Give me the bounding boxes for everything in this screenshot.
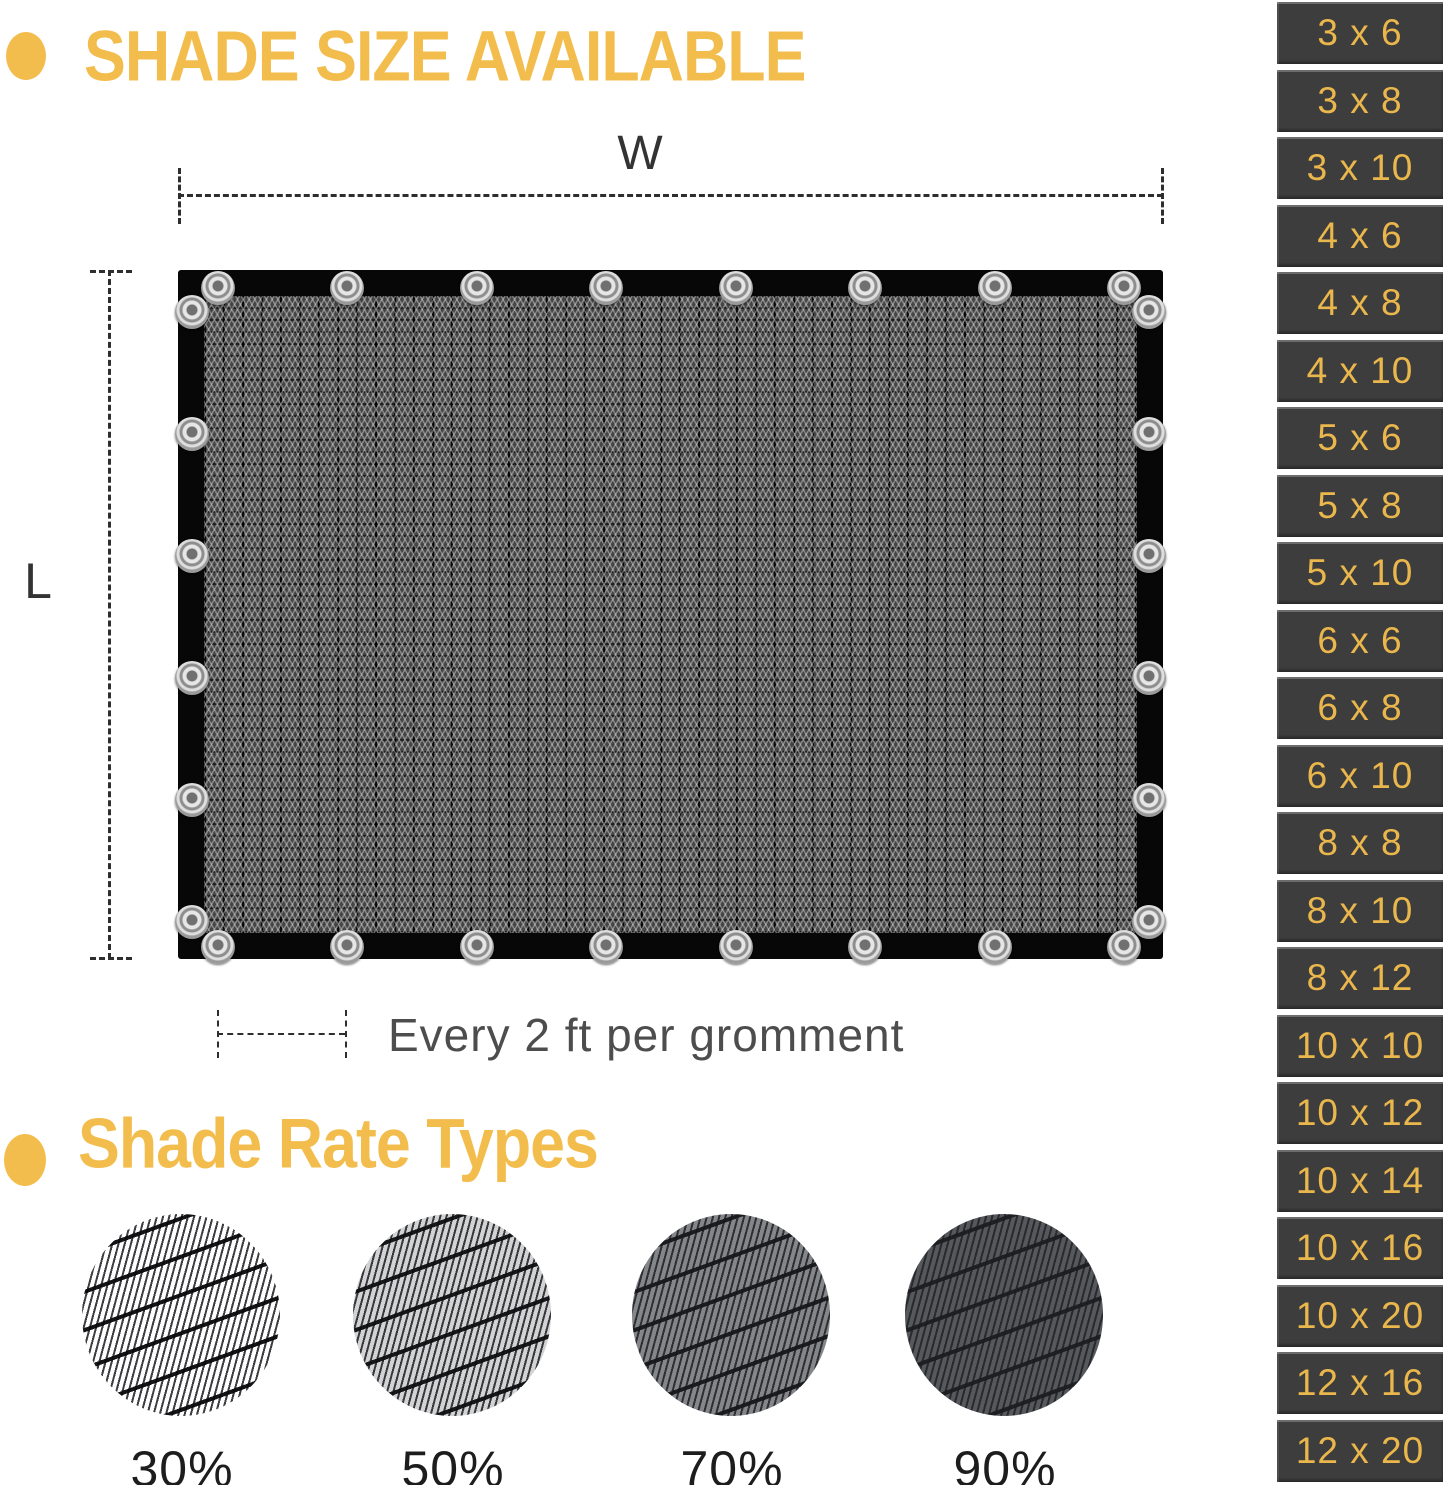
size-option bbox=[1277, 475, 1443, 537]
size-option bbox=[1277, 610, 1443, 672]
length-dimension-label: L bbox=[24, 553, 52, 609]
size-option bbox=[1277, 1420, 1443, 1482]
length-dimension-tick-top bbox=[90, 270, 132, 273]
size-option-label: 8 x 12 bbox=[1306, 957, 1414, 998]
grommet-icon bbox=[175, 539, 209, 573]
size-option bbox=[1277, 205, 1443, 267]
grommet-icon bbox=[330, 930, 364, 964]
size-option-label: 5 x 10 bbox=[1306, 552, 1414, 593]
size-option-label: 5 x 8 bbox=[1317, 484, 1403, 526]
grommet-icon bbox=[460, 271, 494, 305]
mesh-swatch-circle-icon bbox=[353, 1214, 551, 1416]
grommet-icon bbox=[1132, 905, 1166, 939]
size-option-label: 10 x 12 bbox=[1295, 1092, 1425, 1133]
grommet-icon bbox=[1132, 295, 1166, 329]
shade-rate-swatch bbox=[353, 1214, 553, 1485]
grommet-icon bbox=[978, 271, 1012, 305]
size-option-label: 8 x 8 bbox=[1317, 822, 1403, 863]
size-option-label: 3 x 6 bbox=[1317, 12, 1403, 53]
size-option bbox=[1277, 1285, 1443, 1347]
size-option bbox=[1277, 812, 1443, 874]
shade-rate-swatch bbox=[632, 1214, 832, 1485]
grommet-icon bbox=[1132, 417, 1166, 451]
grommet-icon bbox=[175, 417, 209, 451]
grommet-spacing-line bbox=[217, 1033, 345, 1035]
size-option bbox=[1277, 880, 1443, 942]
grommet-icon bbox=[201, 930, 235, 964]
shade-rate-label: 30% bbox=[130, 1441, 234, 1485]
size-option-label: 12 x 16 bbox=[1295, 1362, 1425, 1403]
size-option bbox=[1277, 542, 1443, 604]
size-option-label: 12 x 20 bbox=[1295, 1429, 1425, 1471]
size-option-label: 10 x 16 bbox=[1295, 1227, 1425, 1268]
mesh-swatch-circle-icon bbox=[905, 1214, 1103, 1416]
size-option bbox=[1277, 745, 1443, 807]
grommet-icon bbox=[460, 930, 494, 964]
shade-rate-swatch bbox=[905, 1214, 1105, 1485]
grommet-icon bbox=[978, 930, 1012, 964]
width-dimension-tick-right bbox=[1161, 168, 1164, 224]
size-option bbox=[1277, 1015, 1443, 1077]
shade-rate-label: 50% bbox=[401, 1441, 505, 1485]
grommet-icon bbox=[1132, 661, 1166, 695]
size-option-label: 8 x 10 bbox=[1306, 889, 1414, 931]
size-option-label: 5 x 6 bbox=[1317, 417, 1403, 458]
page-title: SHADE SIZE AVAILABLE bbox=[84, 15, 806, 97]
length-dimension-line bbox=[108, 270, 111, 959]
size-option bbox=[1277, 677, 1443, 739]
size-option bbox=[1277, 272, 1443, 334]
grommet-icon bbox=[175, 783, 209, 817]
size-option-label: 6 x 6 bbox=[1317, 619, 1403, 661]
grommet-icon bbox=[719, 930, 753, 964]
shade-rate-label: 70% bbox=[680, 1441, 784, 1485]
shade-rate-title: Shade Rate Types bbox=[78, 1103, 598, 1183]
size-list bbox=[1277, 2, 1443, 1482]
grommet-spacing-tick-right bbox=[345, 1010, 347, 1058]
size-option bbox=[1277, 1082, 1443, 1144]
grommet-icon bbox=[848, 271, 882, 305]
width-dimension-line bbox=[178, 194, 1163, 197]
size-option bbox=[1277, 1150, 1443, 1212]
mesh-texture bbox=[204, 296, 1137, 933]
size-option bbox=[1277, 947, 1443, 1009]
size-option bbox=[1277, 2, 1443, 64]
mesh-swatch-circle-icon bbox=[82, 1214, 280, 1416]
grommet-icon bbox=[1132, 539, 1166, 573]
width-dimension-tick-left bbox=[178, 168, 181, 224]
shade-net bbox=[178, 270, 1163, 959]
size-option-label: 4 x 8 bbox=[1317, 282, 1403, 323]
length-dimension-tick-bottom bbox=[90, 957, 132, 960]
size-option bbox=[1277, 407, 1443, 469]
size-option-label: 3 x 8 bbox=[1317, 79, 1403, 121]
size-option-label: 10 x 20 bbox=[1295, 1294, 1425, 1336]
grommet-icon bbox=[719, 271, 753, 305]
grommet-spacing-note: Every 2 ft per gromment bbox=[388, 1009, 905, 1061]
grommet-spacing-tick-left bbox=[217, 1010, 219, 1058]
size-option bbox=[1277, 1217, 1443, 1279]
grommet-icon bbox=[1132, 783, 1166, 817]
size-option-label: 3 x 10 bbox=[1306, 147, 1414, 188]
width-dimension-label: W bbox=[617, 127, 663, 180]
size-option-label: 6 x 8 bbox=[1317, 687, 1403, 728]
shade-rate-label: 90% bbox=[953, 1441, 1057, 1485]
grommet-icon bbox=[201, 271, 235, 305]
grommet-icon bbox=[1107, 930, 1141, 964]
size-option bbox=[1277, 340, 1443, 402]
grommet-icon bbox=[175, 905, 209, 939]
bullet-icon bbox=[6, 32, 46, 80]
grommet-icon bbox=[175, 295, 209, 329]
grommet-icon bbox=[848, 930, 882, 964]
size-option-label: 10 x 10 bbox=[1295, 1024, 1425, 1066]
size-option bbox=[1277, 1352, 1443, 1414]
grommet-icon bbox=[175, 661, 209, 695]
bullet-icon bbox=[4, 1134, 46, 1186]
size-option-label: 4 x 10 bbox=[1306, 349, 1414, 391]
size-option-label: 6 x 10 bbox=[1306, 754, 1414, 796]
size-option-label: 4 x 6 bbox=[1317, 214, 1403, 256]
size-option-label: 10 x 14 bbox=[1295, 1159, 1425, 1201]
shade-rate-swatch bbox=[82, 1214, 282, 1485]
size-option bbox=[1277, 137, 1443, 199]
grommet-icon bbox=[589, 930, 623, 964]
size-option bbox=[1277, 70, 1443, 132]
mesh-swatch-circle-icon bbox=[632, 1214, 830, 1416]
